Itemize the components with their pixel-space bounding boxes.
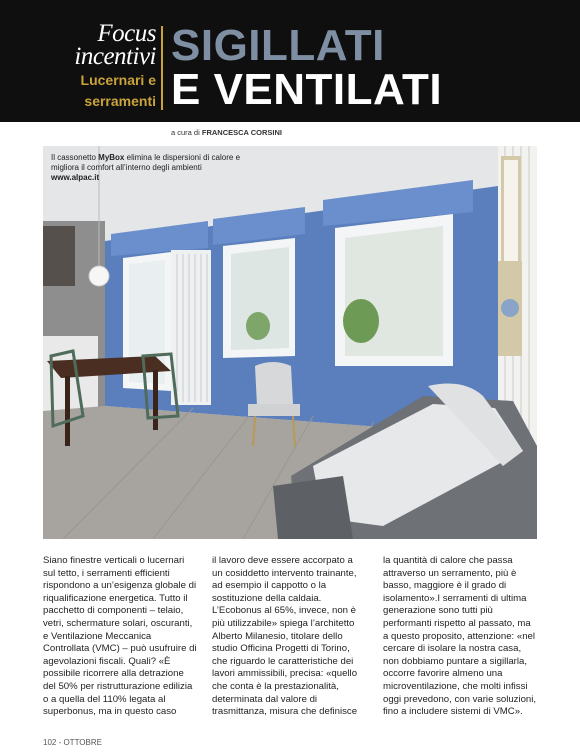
headline-line2: E VENTILATI <box>171 65 443 114</box>
byline-author: FRANCESCA CORSINI <box>201 128 283 137</box>
room-photo <box>43 146 537 539</box>
article-column-2: il lavoro deve essere accorpato a un cosiddetto intervento trainante, ad esempio il cappotto o la sostituzione della caldaia. L’Ecobonus al 65%, invece, non è più utilizzabile» spiega l’architetto Alberto Milanesio, titolare dello studio Officina Progetti di Torino, che riguardo le caratteristiche dei lavori ammissibili, precisa: «quello che conta è la prestazionalità, determinata dal valore di trasmittanza, misura che definisce <box>212 555 358 718</box>
page-folio: 102 - OTTOBRE <box>43 738 102 747</box>
header-divider <box>161 26 163 110</box>
byline-prefix: a cura di <box>171 128 200 137</box>
focus-section-label <box>44 22 156 110</box>
focus-title-line1: Focus <box>97 20 156 47</box>
caption-url[interactable]: www.alpac.it <box>51 173 100 182</box>
section-subtitle-line1: Lucernari e <box>80 72 156 88</box>
living-room-illustration <box>43 146 537 539</box>
caption-brand: MyBox <box>98 153 125 162</box>
focus-title-line2: incentivi <box>74 43 156 70</box>
article-column-1: Siano finestre verticali o lucernari sul tetto, i serramenti efficienti rispondono a un’esigenza globale di riqualificazione energetica. Tutto il pacchetto di componenti – telaio, vetri, schermature solari, oscuranti, e Ventilazione Meccanica Controllata (VMC) – può usufruire di agevolazioni fiscali. Quali? «È possibile ricorrere alla detrazione del 50% per ristrutturazione edilizia o a quella del 110% legata al superbonus, ma in questo caso <box>43 555 197 718</box>
caption-text-start: Il cassonetto <box>51 153 96 162</box>
photo-caption <box>51 153 256 183</box>
headline-line1: SIGILLATI <box>171 21 385 70</box>
article-column-3: la quantità di calore che passa attraverso un serramento, più è basso, maggiore è il grado di isolamento».I serramenti di ultima generazione sono tutti più performanti rispetto al passato, ma a questo proposito, attenzione: «nel cercare di isolare la nostra casa, non dobbiamo puntare a sigillarla, occorre favorire almeno una microventilazione, che molti infissi oggi prevedono, con varie soluzioni, fino a includere sistemi di VMC». <box>383 555 537 718</box>
byline <box>171 128 282 137</box>
section-subtitle-line2: serramenti <box>84 93 156 109</box>
caption-text-end: elimina le dispersioni di calore e migliora il comfort all’interno degli ambienti <box>51 153 241 172</box>
header-banner <box>0 0 580 122</box>
